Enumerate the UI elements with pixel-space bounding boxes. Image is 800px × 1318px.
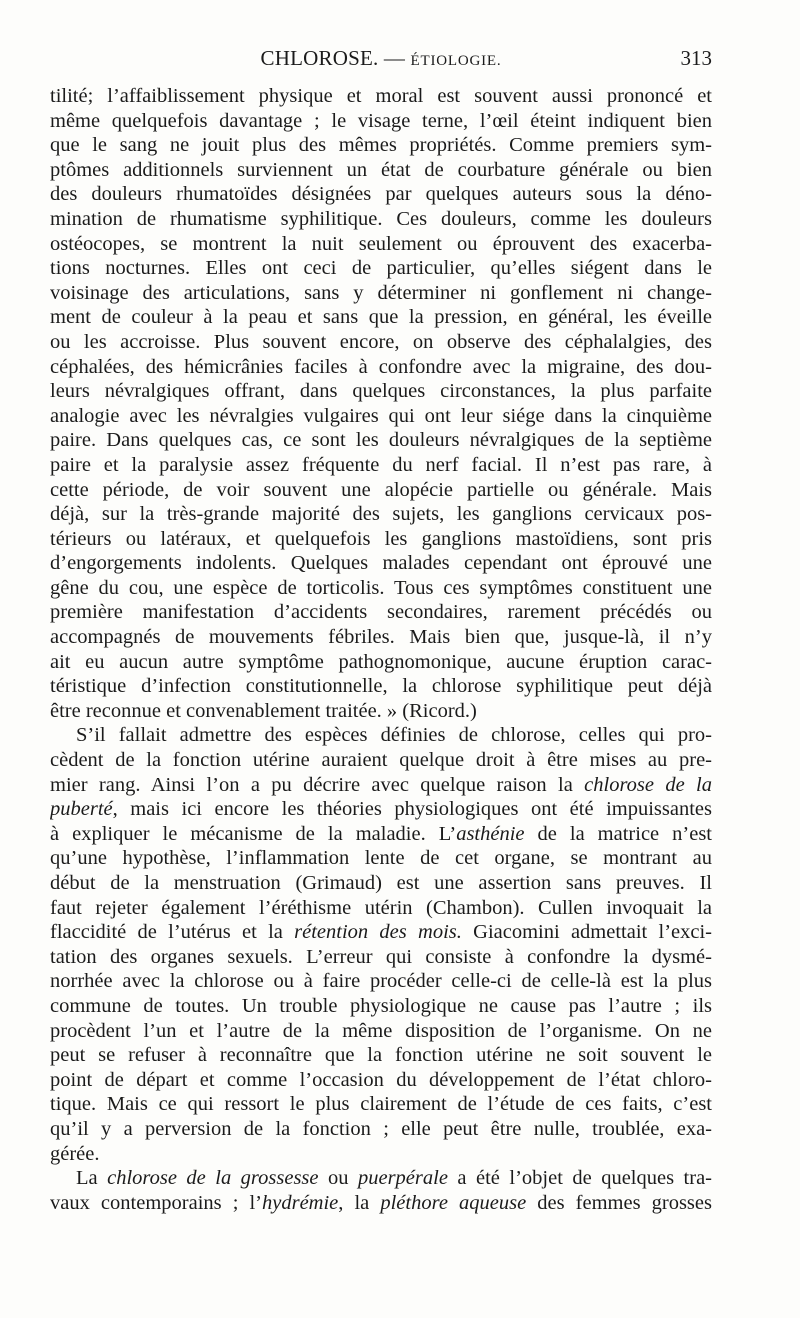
text-run: ou [318, 1167, 358, 1190]
text-run: accompagnés de mouvements fébriles. Mais bien que, jusque-là, il n’y [50, 626, 712, 649]
text-run: tilité; l’affaiblissement physique et moral est souvent aussi prononcé et [50, 85, 712, 107]
text-run: gérée. [50, 1142, 100, 1165]
text-line [50, 1166, 712, 1191]
text-line [50, 797, 712, 822]
text-run: La [76, 1167, 108, 1190]
text-run: être reconnue et convenablement traitée. » (Ricord.) [50, 699, 477, 722]
text-line [50, 773, 712, 798]
text-line [50, 576, 712, 601]
text-run: même quelquefois davantage ; le visage terne, l’œil éteint indiquent bien [50, 109, 712, 132]
text-run: ment de couleur à la peau et sans que la pression, en général, les éveille [50, 306, 712, 329]
text-run: leurs névralgiques offrant, dans quelques circonstances, la plus parfaite [50, 380, 712, 403]
text-line [50, 1191, 712, 1216]
text-line [50, 84, 712, 109]
text-line [50, 1043, 712, 1068]
text-run: ostéocopes, se montrent la nuit seulement ou éprouvent des exacerba- [50, 232, 712, 255]
page-number: 313 [680, 46, 712, 70]
text-line [50, 1092, 712, 1117]
text-line [50, 551, 712, 576]
text-line [50, 502, 712, 527]
text-run: ptômes additionnels surviennent un état de courbature générale ou bien [50, 158, 712, 181]
text-run: céphalées, des hémicrânies faciles à confondre avec la migraine, des dou- [50, 355, 712, 378]
text-run: mier rang. Ainsi l’on a pu décrire avec quelque raison la [50, 773, 585, 796]
text-run: norrhée avec la chlorose ou à faire procéder celle-ci de celle-là est la plus [50, 970, 712, 993]
text-run: a été l’objet de quelques tra- [447, 1167, 712, 1190]
italic-text: puerpérale [357, 1167, 448, 1190]
italic-text: hydrémie [262, 1191, 339, 1214]
text-run: début de la menstruation (Grimaud) est une assertion sans preuves. Il [50, 872, 712, 894]
text-run: tique. Mais ce qui ressort le plus clairement de l’étude de ces faits, c’est [50, 1093, 712, 1116]
text-line [50, 109, 712, 134]
text-run: qu’il y a perversion de la fonction ; elle peut être nulle, troublée, exa- [50, 1117, 712, 1140]
text-run: térieurs ou latéraux, et quelquefois les ganglions mastoïdiens, sont pris [50, 527, 712, 550]
text-run: peut se refuser à reconnaître que la fonction utérine ne soit souvent le [50, 1044, 712, 1067]
text-line [50, 305, 712, 330]
text-run: S’il fallait admettre des espèces définies de chlorose, celles qui pro- [76, 724, 712, 747]
text-run: tions nocturnes. Elles ont ceci de particulier, qu’elles siégent dans le [50, 257, 712, 280]
text-run: flaccidité de l’utérus et la [50, 921, 295, 944]
text-run: gêne du cou, une espèce de torticolis. Tous ces symptômes constituent une [50, 576, 712, 599]
running-title-sub: ÉTIOLOGIE. [410, 53, 502, 69]
running-title [50, 46, 712, 71]
text-line [50, 748, 712, 773]
text-run: , mais ici encore les théories physiologiques ont été impuissantes [112, 798, 712, 821]
text-line [50, 379, 712, 404]
text-line [50, 256, 712, 281]
text-line [50, 920, 712, 945]
text-run: première manifestation d’accidents secondaires, rarement précédés ou [50, 601, 712, 624]
text-line [50, 207, 712, 232]
text-line [50, 527, 712, 552]
text-run: mination de rhumatisme syphilitique. Ces douleurs, comme les douleurs [50, 207, 712, 230]
text-run: commune de toutes. Un trouble physiologique ne cause pas l’autre ; ils [50, 994, 712, 1017]
text-line [50, 478, 712, 503]
text-line [50, 330, 712, 355]
text-run: déjà, sur la très-grande majorité des sujets, les ganglions cervicaux pos- [50, 503, 712, 526]
page-header [50, 46, 712, 76]
text-run: Giacomini admettait l’exci- [461, 921, 712, 944]
text-line [50, 896, 712, 921]
text-line [50, 1019, 712, 1044]
text-run: d’engorgements indolents. Quelques malades cependant ont éprouvé une [50, 552, 712, 575]
italic-text: asthénie [456, 822, 525, 845]
italic-text: pléthore aqueuse [380, 1191, 527, 1214]
text-run: paire et la paralysie assez fréquente du nerf facial. Il n’est pas rare, à [50, 453, 712, 476]
italic-text: rétention des mois. [294, 921, 462, 944]
text-line [50, 182, 712, 207]
text-run: procèdent l’un et l’autre de la même disposition de l’organisme. On ne [50, 1019, 712, 1042]
text-run: tation des organes sexuels. L’erreur qui consiste à confondre la dysmé- [50, 945, 712, 968]
text-run: vaux contemporains ; l’ [50, 1191, 262, 1214]
text-line [50, 871, 712, 896]
text-line [50, 723, 712, 748]
text-line [50, 600, 712, 625]
text-line [50, 281, 712, 306]
text-line [50, 945, 712, 970]
text-run: téristique d’infection constitutionnelle, la chlorose syphilitique peut déjà [50, 675, 712, 698]
text-line [50, 404, 712, 429]
text-line [50, 428, 712, 453]
text-line [50, 822, 712, 847]
text-run: de la matrice n’est [524, 822, 712, 845]
text-line [50, 625, 712, 650]
text-run: cette période, de voir souvent une alopécie partielle ou générale. Mais [50, 478, 712, 501]
text-run: voisinage des articulations, sans y déterminer ni gonflement ni change- [50, 281, 712, 304]
text-run: des douleurs rhumatoïdes désignées par quelques auteurs sous la déno- [50, 183, 712, 206]
text-run: ait eu aucun autre symptôme pathognomonique, aucune éruption carac- [50, 650, 712, 673]
text-line [50, 846, 712, 871]
text-line [50, 133, 712, 158]
body-text [50, 84, 712, 1215]
text-line [50, 453, 712, 478]
italic-text: chlorose de la grossesse [107, 1167, 319, 1190]
text-run: point de départ et comme l’occasion du développement de l’état chloro- [50, 1068, 712, 1091]
text-line [50, 1068, 712, 1093]
text-run: paire. Dans quelques cas, ce sont les douleurs névralgiques de la septième [50, 429, 712, 452]
text-run: , la [338, 1191, 381, 1214]
text-line [50, 969, 712, 994]
text-run: des femmes grosses [526, 1191, 712, 1214]
text-run: faut rejeter également l’éréthisme utérin (Chambon). Cullen invoquait la [50, 896, 712, 919]
text-line [50, 674, 712, 699]
italic-text: chlorose de la [584, 773, 712, 796]
text-line [50, 158, 712, 183]
running-title-main: CHLOROSE. — [260, 46, 406, 70]
text-line [50, 699, 712, 724]
text-run: analogie avec les névralgies vulgaires qui ont leur siége dans la cinquième [50, 404, 712, 427]
text-line [50, 1142, 712, 1167]
text-run: qu’une hypothèse, l’inflammation lente de cet organe, se montrant au [50, 847, 712, 870]
text-line [50, 355, 712, 380]
text-line [50, 232, 712, 257]
text-run: ou les accroisse. Plus souvent encore, on observe des céphalalgies, des [50, 330, 712, 353]
italic-text: puberté [50, 798, 113, 821]
text-run: à expliquer le mécanisme de la maladie. L’ [50, 822, 457, 845]
text-line [50, 1117, 712, 1142]
text-line [50, 650, 712, 675]
text-line [50, 994, 712, 1019]
text-run: cèdent de la fonction utérine auraient quelque droit à être mises au pre- [50, 749, 712, 772]
text-run: que le sang ne jouit plus des mêmes propriétés. Comme premiers sym- [50, 134, 712, 157]
